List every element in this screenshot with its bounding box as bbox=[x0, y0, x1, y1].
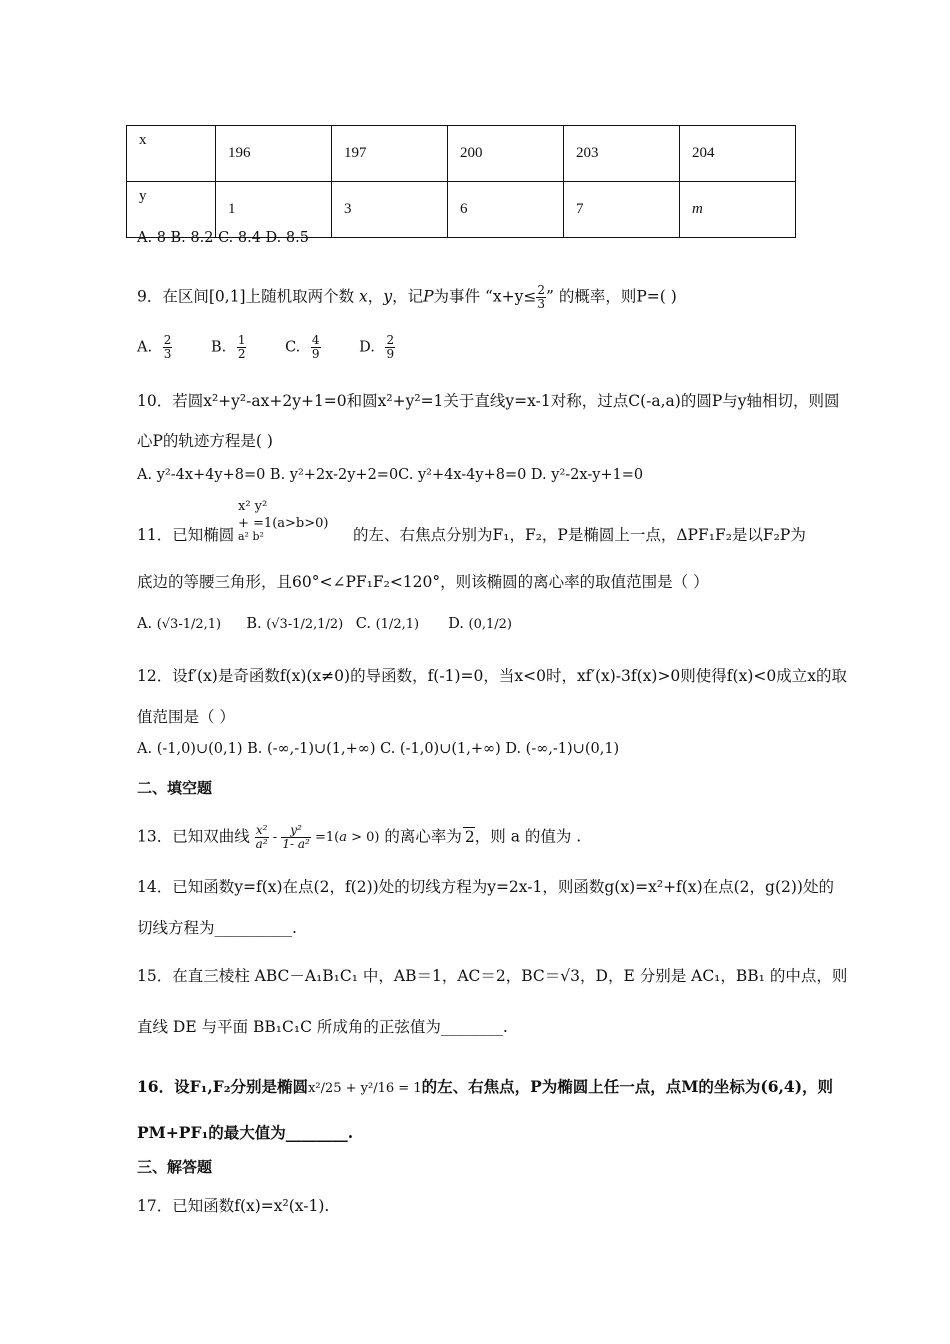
table-cell: 200 bbox=[448, 126, 564, 182]
q9-sep: ， bbox=[367, 287, 384, 306]
q9-y: y bbox=[383, 287, 393, 306]
option-a-fraction bbox=[163, 334, 173, 361]
question-13 bbox=[137, 824, 581, 851]
table-cell: 203 bbox=[564, 126, 680, 182]
table-header-x: x bbox=[127, 126, 216, 182]
question-11-post: 的左、右焦点分别为F₁，F₂，P是椭圆上一点，ΔPF₁F₂是以F₂P为 bbox=[353, 526, 806, 544]
q9-x: x bbox=[359, 287, 368, 306]
question-14-line2: 切线方程为__________. bbox=[137, 919, 297, 937]
option-d-value: (0,1/2) bbox=[468, 617, 512, 632]
question-15-line1: 15．在直三棱柱 ABC－A₁B₁C₁ 中，AB＝1，AC＝2，BC＝√3，D，E 分别是 AC₁，BB₁ 的中点，则 bbox=[137, 967, 848, 985]
numerator: 4 bbox=[311, 333, 320, 347]
q8-options: A. 8 B. 8.2 C. 8.4 D. 8.5 bbox=[137, 230, 309, 246]
q13-sqrt: 2 bbox=[464, 827, 475, 846]
denominator: 9 bbox=[311, 347, 320, 361]
q13-pre: 13．已知双曲线 bbox=[137, 827, 250, 846]
denominator: 3 bbox=[163, 347, 172, 361]
table-cell: 3 bbox=[332, 182, 448, 238]
q11-eq-bottom: a² b² bbox=[238, 530, 264, 543]
question-16-line2: PM+PF₁的最大值为________. bbox=[137, 1123, 354, 1142]
table-cell: 204 bbox=[680, 126, 796, 182]
table-cell: 196 bbox=[216, 126, 332, 182]
q9-p: P bbox=[423, 287, 434, 306]
q11-options bbox=[137, 616, 512, 632]
question-14-line1: 14．已知函数y=f(x)在点(2，f(2))处的切线方程为y=2x-1，则函数g(x)=x²+f(x)在点(2，g(2))处的 bbox=[137, 878, 834, 896]
numerator: 1 bbox=[237, 333, 246, 347]
option-d-fraction bbox=[385, 334, 395, 361]
denominator: 2 bbox=[237, 347, 246, 361]
q11-eq-top: x² y² bbox=[238, 499, 268, 514]
option-c-value: (1/2,1) bbox=[375, 617, 420, 632]
q9-fraction bbox=[536, 284, 546, 311]
option-b-label: B. bbox=[246, 616, 262, 632]
question-15-line2: 直线 DE 与平面 BB₁C₁C 所成角的正弦值为________. bbox=[137, 1018, 508, 1036]
table-cell: 1 bbox=[216, 182, 332, 238]
q13-frac-2: $\frac{\text{y²}}{\text{1- a²}}$ bbox=[282, 823, 310, 851]
q9-pre: 9．在区间[0,1]上随机取两个数 bbox=[137, 287, 355, 306]
numerator: 2 bbox=[537, 283, 545, 297]
option-b-value: (√3-1/2,1/2) bbox=[266, 617, 344, 632]
option-c-fraction bbox=[311, 334, 321, 361]
option-a-label: A. bbox=[137, 339, 153, 356]
data-table bbox=[126, 125, 796, 238]
q11-eq-rest: + =1(a>b>0) bbox=[238, 516, 329, 531]
q13-post: 的离心率为 bbox=[384, 827, 462, 846]
q9-post: ” 的概率，则P=( ) bbox=[546, 287, 677, 306]
q9-mid: ，记 bbox=[392, 287, 424, 306]
q10-options: A. y²-4x+4y+8=0 B. y²+2x-2y+2=0C. y²+4x-4y+8=0 D. y²-2x-y+1=0 bbox=[137, 467, 644, 483]
question-11-pre: 11．已知椭圆 bbox=[137, 526, 235, 544]
q13-frac-1: $\frac{\text{x²}}{\text{a²}}$ bbox=[255, 823, 268, 851]
table-cell: 197 bbox=[332, 126, 448, 182]
q16-post: 的左、右焦点，P为椭圆上任一点，点M的坐标为(6,4)，则 bbox=[421, 1077, 834, 1096]
q9-options bbox=[137, 334, 395, 361]
option-c-label: C. bbox=[355, 616, 371, 632]
denominator: 9 bbox=[386, 347, 395, 361]
numerator: 2 bbox=[386, 333, 395, 347]
section-heading-fill-in: 二、填空题 bbox=[137, 779, 213, 797]
question-9 bbox=[137, 284, 677, 311]
table-cell: 6 bbox=[448, 182, 564, 238]
question-11-line2: 底边的等腰三角形，且60°<∠PF₁F₂<120°，则该椭圆的离心率的取值范围是（ ） bbox=[137, 573, 709, 591]
denominator: 3 bbox=[537, 297, 545, 311]
question-10-line1: 10．若圆x²+y²-ax+2y+1=0和圆x²+y²=1关于直线y=x-1对称，过点C(-a,a)的圆P与y轴相切，则圆 bbox=[137, 392, 840, 410]
question-12-line2: 值范围是（ ） bbox=[137, 708, 235, 726]
q13-end: ，则 a 的值为 . bbox=[474, 827, 582, 846]
option-b-fraction bbox=[237, 334, 247, 361]
option-c-label: C. bbox=[285, 339, 301, 356]
table-cell: 7 bbox=[564, 182, 680, 238]
option-d-label: D. bbox=[448, 616, 464, 632]
option-d-label: D. bbox=[359, 339, 375, 356]
question-10-line2: 心P的轨迹方程是( ) bbox=[137, 432, 273, 450]
section-heading-solutions: 三、解答题 bbox=[137, 1158, 213, 1176]
q12-options: A. (-1,0)∪(0,1) B. (-∞,-1)∪(1,+∞) C. (-1,0)∪(1,+∞) D. (-∞,-1)∪(0,1) bbox=[137, 741, 620, 757]
q16-ellipse-equation: x²/25 + y²/16 = 1 bbox=[308, 1081, 422, 1096]
table-row bbox=[127, 126, 796, 182]
numerator: 2 bbox=[163, 333, 172, 347]
question-17: 17．已知函数f(x)=x²(x-1). bbox=[137, 1197, 330, 1215]
table-cell: m bbox=[680, 182, 796, 238]
table-header-y: y bbox=[127, 182, 216, 238]
question-12-line1: 12．设f′(x)是奇函数f(x)(x≠0)的导函数，f(-1)=0，当x<0时，xf′(x)-3f(x)>0则使得f(x)<0成立x的取 bbox=[137, 667, 847, 685]
q16-pre: 16．设F₁,F₂分别是椭圆 bbox=[137, 1077, 309, 1096]
option-b-label: B. bbox=[210, 339, 227, 356]
option-a-value: (√3-1/2,1) bbox=[156, 617, 222, 632]
q9-mid2: 为事件 “x+y≤ bbox=[433, 287, 537, 306]
option-a-label: A. bbox=[137, 616, 153, 632]
question-16 bbox=[137, 1075, 833, 1097]
q13-hyperbola-equation: $\frac{\text{x²}}{\text{a²}}$ - $\frac{\text{y²}}{\text{1- a²}}$ =1(a > 0) bbox=[255, 823, 380, 851]
